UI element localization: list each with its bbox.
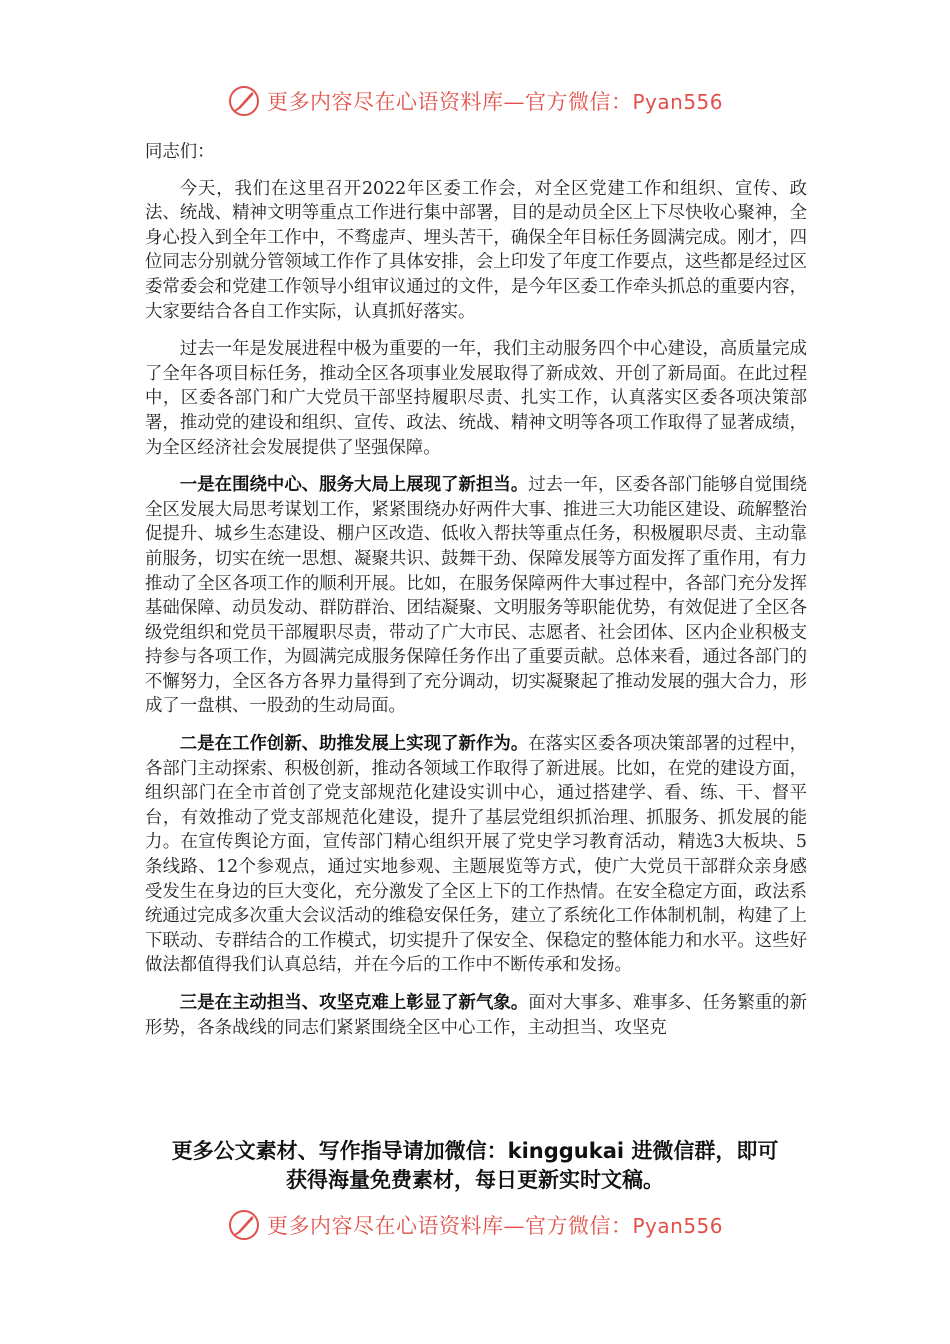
quill-logo-icon (227, 1208, 261, 1242)
paragraph-lead: 一是在围绕中心、服务大局上展现了新担当。 (179, 475, 529, 496)
quill-logo-icon (227, 84, 261, 118)
paragraph-2: 过去一年是发展进程中极为重要的一年，我们主动服务四个中心建设，高质量完成了全年各项目标任务，推动全区各项事业发展取得了新成效、开创了新局面。在此过程中，区委各部门和广大党员干部坚持履职尽责、扎实工作，认真落实区委各项决策部署，推动党的建设和组织、宣传、政法、统战、精神文明等各项工作取得了显著成绩，为全区经济社会发展提供了坚强保障。 (145, 339, 807, 458)
paragraph-4: 二是在工作创新、助推发展上实现了新作为。在落实区委各项决策部署的过程中，各部门主动探索、积极创新，推动各领域工作取得了新进展。比如，在党的建设方面，组织部门在全市首创了党支部规范化建设实训中心，通过搭建学、看、练、干、督平台，有效推动了党支部规范化建设，提升了基层党组织抓治理、抓服务、抓发展的能力。在宣传舆论方面，宣传部门精心组织开展了党史学习教育活动，精选3大板块、5条线路、12个参观点，通过实地参观、主题展览等方式，使广大党员干部群众亲身感受发生在身边的巨大变化，充分激发了全区上下的工作热情。在安全稳定方面，政法系统通过完成多次重大会议活动的维稳安保任务，建立了系统化工作体制机制，构建了上下联动、专群结合的工作模式，切实提升了保安全、保稳定的整体能力和水平。这些好做法都值得我们认真总结，并在今后的工作中不断传承和发扬。 (145, 734, 807, 976)
paragraph-3: 一是在围绕中心、服务大局上展现了新担当。过去一年，区委各部门能够自觉围绕全区发展大局思考谋划工作，紧紧围绕办好两件大事、推进三大功能区建设、疏解整治促提升、城乡生态建设、棚户区改造、低收入帮扶等重点任务，积极履职尽责、主动靠前服务，切实在统一思想、凝聚共识、鼓舞干劲、保障发展等方面发挥了重作用，有力推动了全区各项工作的顺利开展。比如，在服务保障两件大事过程中，各部门充分发挥基础保障、动员发动、群防群治、团结凝聚、文明服务等职能优势，有效促进了全区各级党组织和党员干部履职尽责，带动了广大市民、志愿者、社会团体、区内企业积极支持参与各项工作，为圆满完成服务保障任务作出了重要贡献。总体来看，通过各部门的不懈努力，全区各方各界力量得到了充分调动，切实凝聚起了推动发展的强大合力，形成了一盘棋、一股劲的生动局面。 (145, 475, 807, 717)
footer-watermark (0, 1208, 950, 1248)
watermark-handle: Pyan556 (632, 90, 723, 114)
promo-banner (100, 1137, 850, 1195)
watermark-text: 更多内容尽在心语资料库—官方微信：Pyan556 (266, 90, 723, 114)
promo-line-1: 更多公文素材、写作指导请加微信：kinggukai 进微信群，即可 (171, 1139, 779, 1163)
paragraph-1: 今天，我们在这里召开2022年区委工作会，对全区党建工作和组织、宣传、政法、统战、精神文明等重点工作进行集中部署，目的是动员全区上下尽快收心聚神，全身心投入到全年工作中，不骛虚声、埋头苦干，确保全年目标任务圆满完成。刚才，四位同志分别就分管领域工作作了具体安排，会上印发了年度工作要点，这些都是经过区委常委会和党建工作领导小组审议通过的文件，是今年区委工作牵头抓总的重要内容，大家要结合各自工作实际，认真抓好落实。 (145, 178, 807, 322)
letter-body (145, 140, 807, 1053)
paragraph-lead: 三是在主动担当、攻坚克难上彰显了新气象。 (179, 993, 529, 1013)
salutation: 同志们： (145, 142, 215, 162)
watermark-text: 更多内容尽在心语资料库—官方微信：Pyan556 (266, 1214, 723, 1238)
header-watermark (0, 84, 950, 124)
promo-line-2: 获得海量免费素材，每日更新实时文稿。 (286, 1168, 664, 1192)
watermark-handle: Pyan556 (632, 1214, 723, 1238)
paragraph-lead: 二是在工作创新、助推发展上实现了新作为。 (179, 734, 529, 755)
paragraph-5: 三是在主动担当、攻坚克难上彰显了新气象。面对大事多、难事多、任务繁重的新形势，各条战线的同志们紧紧围绕全区中心工作，主动担当、攻坚克 (145, 993, 807, 1038)
